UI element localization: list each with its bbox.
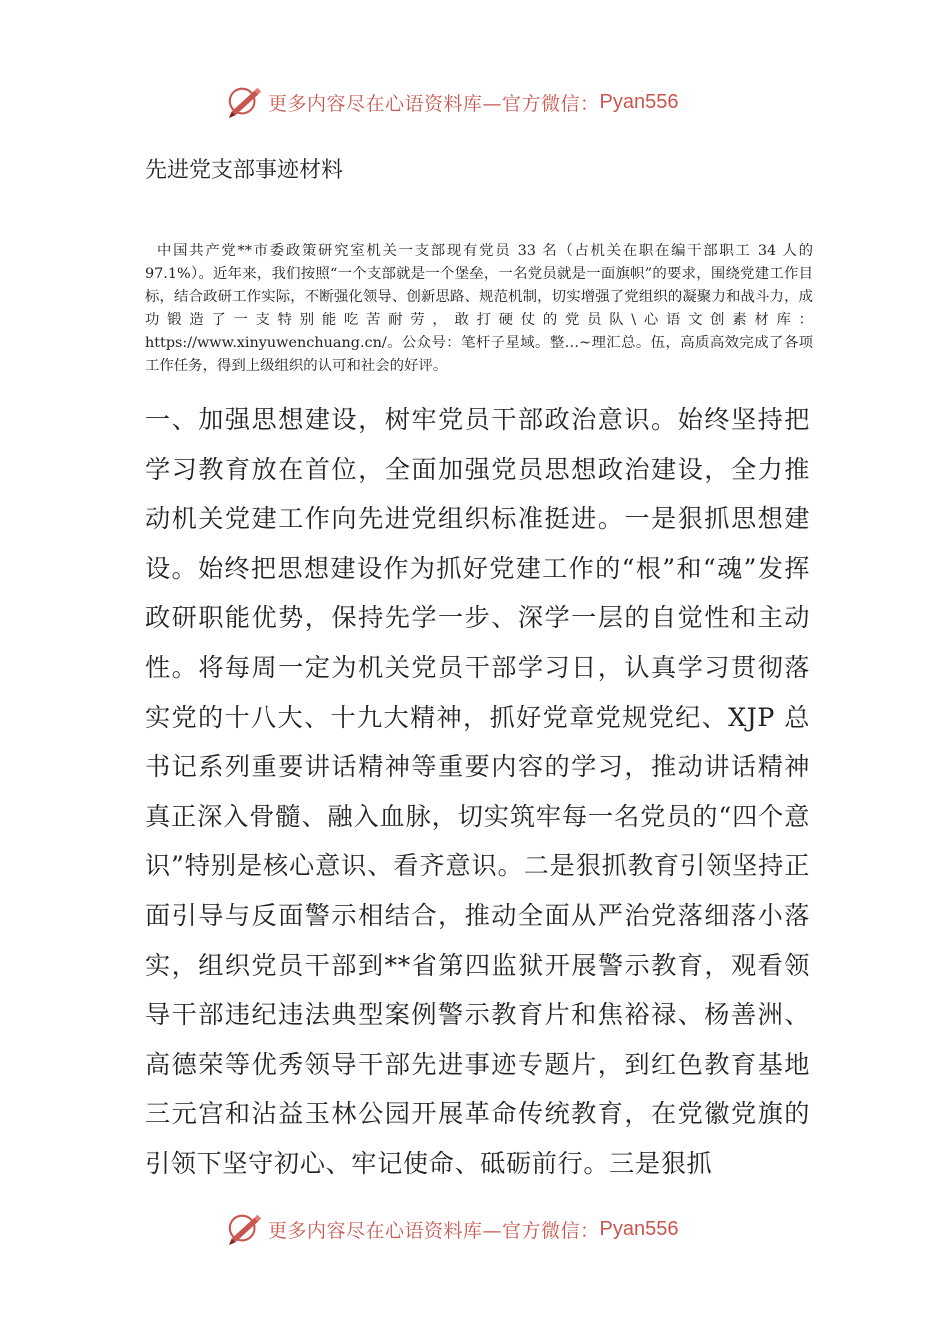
wechat-id: Pyan556 — [599, 90, 679, 113]
wechat-id: Pyan556 — [599, 1217, 679, 1240]
page-title: 先进党支部事迹材料 — [145, 158, 344, 183]
body-paragraph: 一、加强思想建设，树牢党员干部政治意识。始终坚持把学习教育放在首位，全面加强党员思想政治建设，全力推动机关党建工作向先进党组织标准挺进。一是狠抓思想建设。始终把思想建设作为抓好党建工作的“根”和“魂”发挥政研职能优势，保持先学一步、深学一层的自觉性和主动性。将每周一定为机关党员干部学习日，认真学习贯彻落实党的十八大、十九大精神，抓好党章党规党纪、XJP 总书记系列重要讲话精神等重要内容的学习，推动讲话精神真正深入骨髓、融入血脉，切实筑牢每一名党员的“四个意识”特别是核心意识、看齐意识。二是狠抓教育引领坚持正面引导与反面警示相结合，推动全面从严治党落细落小落实，组织党员干部到**省第四监狱开展警示教育，观看领导干部违纪违法典型案例警示教育片和焦裕禄、杨善洲、高德荣等优秀领导干部先进事迹专题片，到红色教育基地三元宫和沾益玉林公园开展革命传统教育，在党徽党旗的引领下坚守初心、牢记使命、砥砺前行。三是狠抓 — [145, 405, 810, 1178]
footer-banner — [226, 1209, 746, 1249]
banner-text: 更多内容尽在心语资料库—官方微信： — [268, 1219, 600, 1242]
pen-logo-icon — [226, 1210, 264, 1248]
header-banner — [226, 82, 746, 122]
banner-text: 更多内容尽在心语资料库—官方微信： — [268, 92, 600, 115]
pen-logo-icon — [226, 83, 264, 121]
intro-paragraph: 中国共产党**市委政策研究室机关一支部现有党员 33 名（占机关在职在编干部职工 34 人的 97.1%）。近年来，我们按照“一个支部就是一个堡垒，一名党员就是一面旗帜”的要求，围绕党建工作目标，结合政研工作实际，不断强化领导、创新思路、规范机制，切实增强了党组织的凝聚力和战斗力，成功锻造了一支特别能吃苦耐劳，敢打硬仗的党员队\心语文创素材库：https://www.xinyuwenchuang.cn/。公众号：笔杆子星域。整…~理汇总。伍，高质高效完成了各项工作任务，得到上级组织的认可和社会的好评。 — [145, 243, 813, 374]
